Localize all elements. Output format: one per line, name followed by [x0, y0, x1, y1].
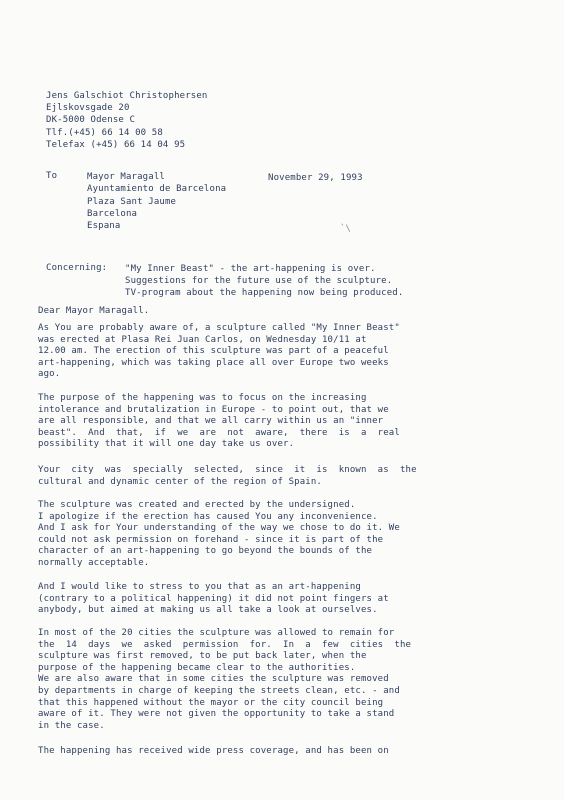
recipient-name: Mayor Maragall: [87, 172, 165, 182]
paragraph-line: that this happened without the mayor or the city council being: [38, 697, 384, 708]
sender-city: DK-5000 Odense C: [46, 115, 136, 126]
recipient-street: Plaza Sant Jaume: [87, 196, 177, 207]
recipient-country: Espana: [87, 221, 121, 232]
concerning-line: "My Inner Beast" - the art-happening is over.: [125, 264, 376, 274]
paragraph-line: are all responsible, and that we all carry within us an "inner: [38, 416, 384, 427]
recipient-address: [87, 171, 226, 232]
paragraph-line: Your city was specially selected, since it is known as the: [38, 465, 417, 475]
paragraph-line: 12.00 am. The erection of this sculpture was part of a peaceful: [38, 346, 389, 357]
paragraph-line: beast". And that, if we are not aware, there is a real: [38, 427, 400, 438]
paragraph-line: in the case.: [38, 720, 105, 731]
paragraph-line: was erected at Plasa Rei Juan Carlos, on Wednesday 10/11 at: [38, 334, 367, 345]
to-label: To: [46, 171, 58, 181]
body-paragraph: [38, 393, 472, 451]
body-paragraph: [38, 628, 472, 732]
paragraph-line: As You are probably aware of, a sculpture called "My Inner Beast": [38, 323, 400, 333]
paragraph-line: In most of the 20 cities the sculpture was allowed to remain for: [38, 628, 395, 638]
paragraph-line: We are also aware that in some cities the sculpture was removed: [38, 674, 389, 685]
body-paragraph: [38, 323, 472, 381]
concerning-label: Concerning:: [46, 263, 108, 273]
paragraph-line: could not ask permission on forehand - since it is part of the: [38, 534, 384, 545]
body-paragraph: [38, 746, 472, 758]
paragraph-line: aware of it. They were not given the opportunity to take a stand: [38, 709, 395, 720]
body-paragraph: [38, 500, 472, 570]
paragraph-line: anybody, but aimed at making us all take a look at ourselves.: [38, 605, 378, 616]
concerning-lines: [125, 263, 403, 300]
concerning-line: Suggestions for the future use of the sculpture.: [125, 276, 393, 287]
paragraph-line: possibility that it will one day take us over.: [38, 439, 295, 450]
sender-street: Ejlskovsgade 20: [46, 103, 130, 114]
recipient-city: Barcelona: [87, 208, 138, 219]
paragraph-line: the 14 days we asked permission for. In a few cities the: [38, 639, 412, 650]
paragraph-line: And I ask for Your understanding of the way we chose to do it. We: [38, 523, 400, 534]
ink-speck: `\: [340, 224, 351, 234]
paragraph-line: The purpose of the happening was to focus on the increasing: [38, 393, 367, 403]
paragraph-line: (contrary to a political happening) it did not point fingers at: [38, 593, 389, 604]
paragraph-line: cultural and dynamic center of the region of Spain.: [38, 476, 322, 487]
salutation: Dear Mayor Maragall.: [38, 306, 150, 316]
paragraph-line: And I would like to stress to you that as an art-happening: [38, 582, 361, 592]
paragraph-line: The happening has received wide press coverage, and has been on: [38, 746, 389, 756]
paragraph-line: character of an art-happening to go beyond the bounds of the: [38, 546, 373, 557]
paragraph-line: normally acceptable.: [38, 557, 150, 568]
paragraph-line: by departments in charge of keeping the streets clean, etc. - and: [38, 685, 400, 696]
sender-phone: Tlf.(+45) 66 14 00 58: [46, 127, 163, 138]
body-paragraph: [38, 465, 472, 488]
sender-name: Jens Galschiot Christophersen: [46, 91, 208, 101]
paragraph-line: art-happening, which was taking place all over Europe two weeks: [38, 357, 389, 368]
paragraph-line: purpose of the happening became clear to the authorities.: [38, 662, 356, 673]
paragraph-line: I apologize if the erection has caused You any inconvenience.: [38, 511, 378, 522]
concerning-line: TV-program about the happening now being produced.: [125, 288, 404, 299]
sender-address: [46, 90, 208, 151]
sender-fax: Telefax (+45) 66 14 04 95: [46, 139, 186, 150]
paragraph-line: ago.: [38, 369, 61, 380]
paragraph-line: The sculpture was created and erected by the undersigned.: [38, 500, 356, 510]
paragraph-line: intolerance and brutalization in Europe - to point out, that we: [38, 404, 389, 415]
letter-date: November 29, 1993: [268, 173, 363, 183]
body-paragraph: [38, 582, 472, 617]
recipient-org: Ayuntamiento de Barcelona: [87, 184, 227, 195]
paragraph-line: sculpture was first removed, to be put back later, when the: [38, 651, 367, 662]
